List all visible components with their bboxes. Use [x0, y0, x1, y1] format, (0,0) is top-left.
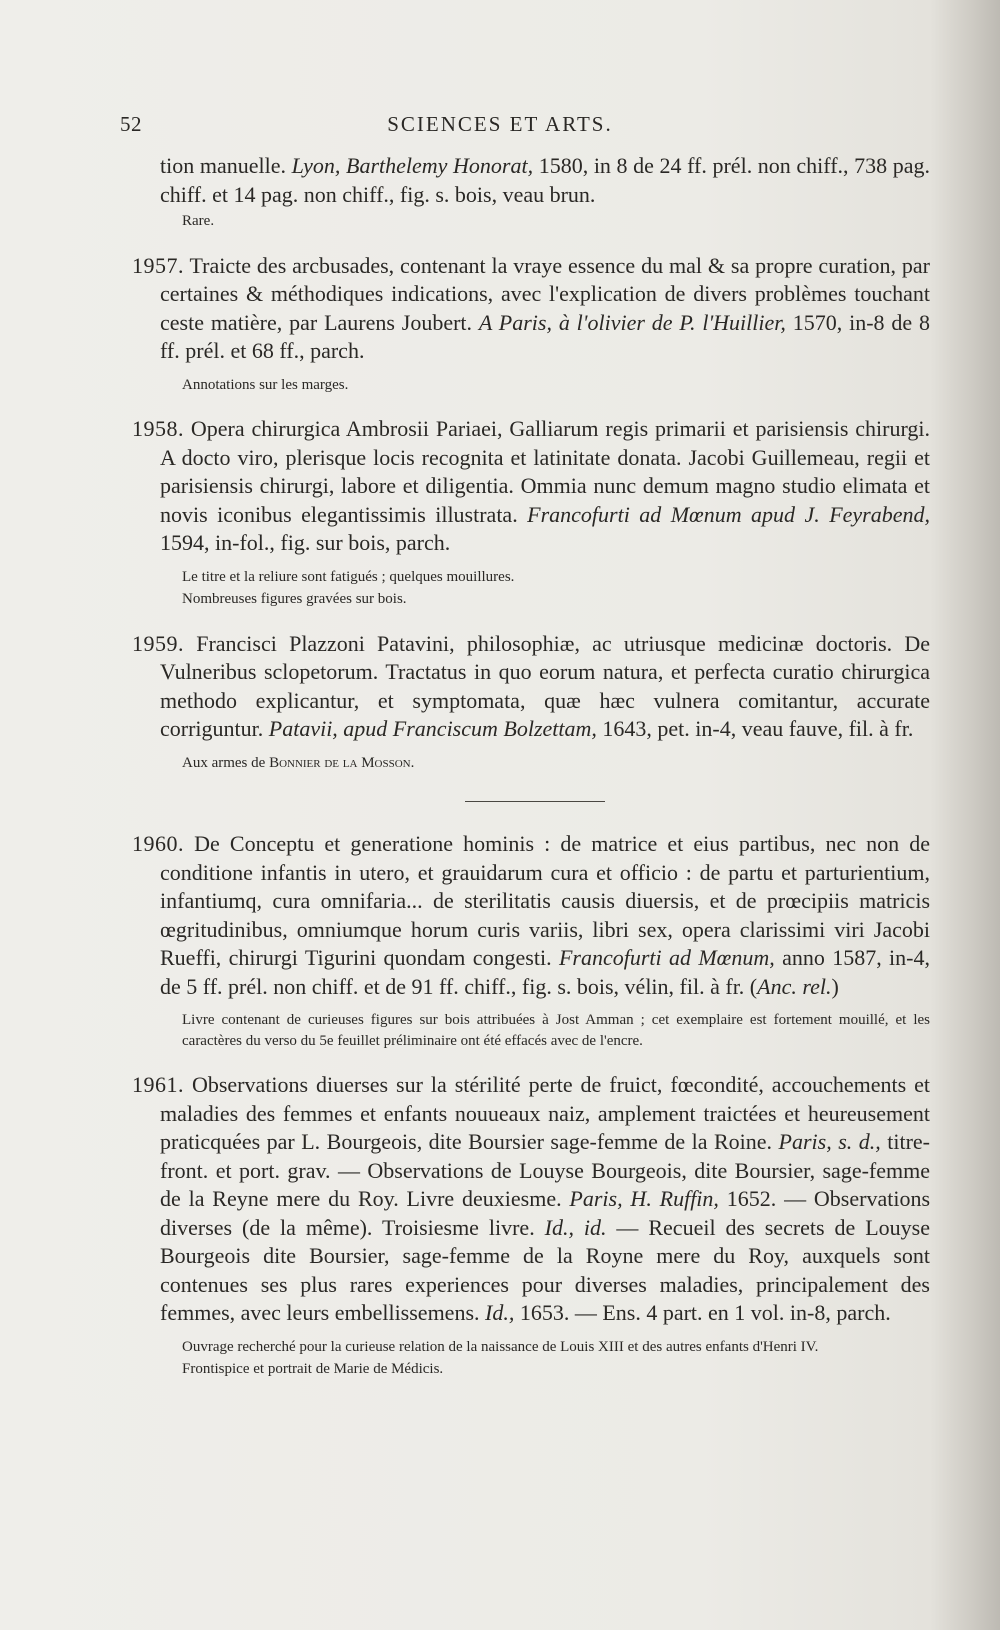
entry-number: 1960. [132, 831, 184, 856]
entry-1960 [132, 830, 930, 1051]
entry-note: Livre contenant de curieuses figures sur bois attribuées à Jost Amman ; cet exemplaire est fortement mouillé, et les caractères du verso du 5e feuillet préliminaire ont été effacés avec de l'encre. [182, 1012, 930, 1049]
entry-1958 [132, 415, 931, 610]
entry-number: 1961. [132, 1072, 184, 1097]
entry-note: Annotations sur les marges. [182, 376, 349, 393]
entry-text: 1960. De Conceptu et generatione hominis : de matrice et eius partibus, nec non de conditione infantis in utero, et grauidarum cura et officio : de partu et parturientium, infantiumq, cura omnifaria... de sterilitatis causis diuersis, et de prœcipiis matricis œgritudinibus, omniumque horum curis variis, libri sex, opera clarissimi viri Jacobi Rueffi, chirurgi Tigurini quondam congesti. Francofurti ad Mœnum, anno 1587, in-4, de 5 ff. prél. non chiff. et de 91 ff. chiff., fig. s. bois, vélin, fil. à fr. (Anc. rel.) [132, 831, 930, 999]
running-title: SCIENCES ET ARTS. [387, 112, 613, 136]
entry-note: Nombreuses figures gravées sur bois. [182, 591, 407, 607]
entry-text: 1961. Observations diuerses sur la stérilité perte de fruict, fœcondité, accouchements et maladies des femmes et enfants nouueaux naiz, amplement traictées et heureusement praticquées par L. Bourgeois, dite Boursier sage-femme de la Roine. Paris, s. d., titre-front. et port. grav. — Observations de Louyse Bourgeois, dite Boursier, sage-femme de la Reyne mere du Roy. Livre deuxiesme. Paris, H. Ruffin, 1652. — Observations diverses (de la même). Troisiesme livre. Id., id. — Recueil des secrets de Louyse Bourgeois dite Boursier, sage-femme de la Royne mere du Roy, auxquels sont contenues ses plus rares experiences pour diverses maladies, principalement des femmes, avec leurs embellissemens. Id., 1653. — Ens. 4 part. en 1 vol. in-8, parch. [132, 1072, 931, 1325]
entry-note: Rare. [182, 213, 215, 229]
section-divider [465, 801, 605, 802]
entry-text: tion manuelle. Lyon, Barthelemy Honorat, 1580, in 8 de 24 ff. prél. non chiff., 738 pag. chiff. et 14 pag. non chiff., fig. s. bois, veau brun. [160, 153, 931, 207]
entry-number: 1958. [132, 416, 184, 441]
entry-1961 [132, 1071, 931, 1380]
entry-text: 1958. Opera chirurgica Ambrosii Pariaei, Galliarum regis primarii et parisiensis chirurgi. A docto viro, plerisque locis recognita et latinitate donata. Jacobi Guillemeau, regii et parisiensis chirurgi, labore et diligentia. Ommia nunc demum magno studio elimata et novis iconibus elegantissimis illustrata. Francofurti ad Mœnum apud J. Feyrabend, 1594, in-fol., fig. sur bois, parch. [132, 416, 931, 555]
page-content [132, 152, 931, 1380]
entry-continuation [160, 152, 930, 232]
entry-1959 [132, 630, 930, 774]
entry-text: 1957. Traicte des arcbusades, contenant la vraye essence du mal & sa propre curation, par certaines & méthodiques indications, avec l'explication de divers problèmes touchant ceste matière, par Laurens Joubert. A Paris, à l'olivier de P. l'Huillier, 1570, in-8 de 8 ff. prél. et 68 ff., parch. [132, 252, 931, 363]
entry-number: 1959. [132, 630, 184, 656]
entry-note: Le titre et la reliure sont fatigués ; quelques mouillures. [182, 568, 515, 585]
page-header [110, 112, 890, 142]
entry-note: Frontispice et portrait de Marie de Médicis. [182, 1361, 444, 1377]
entry-note: Aux armes de Bonnier de la Mosson. [182, 754, 415, 771]
entry-number: 1957. [132, 252, 184, 278]
entry-1957 [132, 252, 931, 396]
page-number: 52 [120, 112, 142, 136]
entry-note: Ouvrage recherché pour la curieuse relation de la naissance de Louis XIII et des autres enfants d'Henri IV. [182, 1338, 819, 1355]
entry-text: 1959. Francisci Plazzoni Patavini, philosophiæ, ac utriusque medicinæ doctoris. De Vulneribus sclopetorum. Tractatus in quo eorum natura, et perfecta curatio chirurgica methodo explicantur, et symptomata, quæ hæc vulnera comitantur, accurate corriguntur. Patavii, apud Franciscum Bolzettam, 1643, pet. in-4, veau fauve, fil. à fr. [132, 630, 930, 741]
